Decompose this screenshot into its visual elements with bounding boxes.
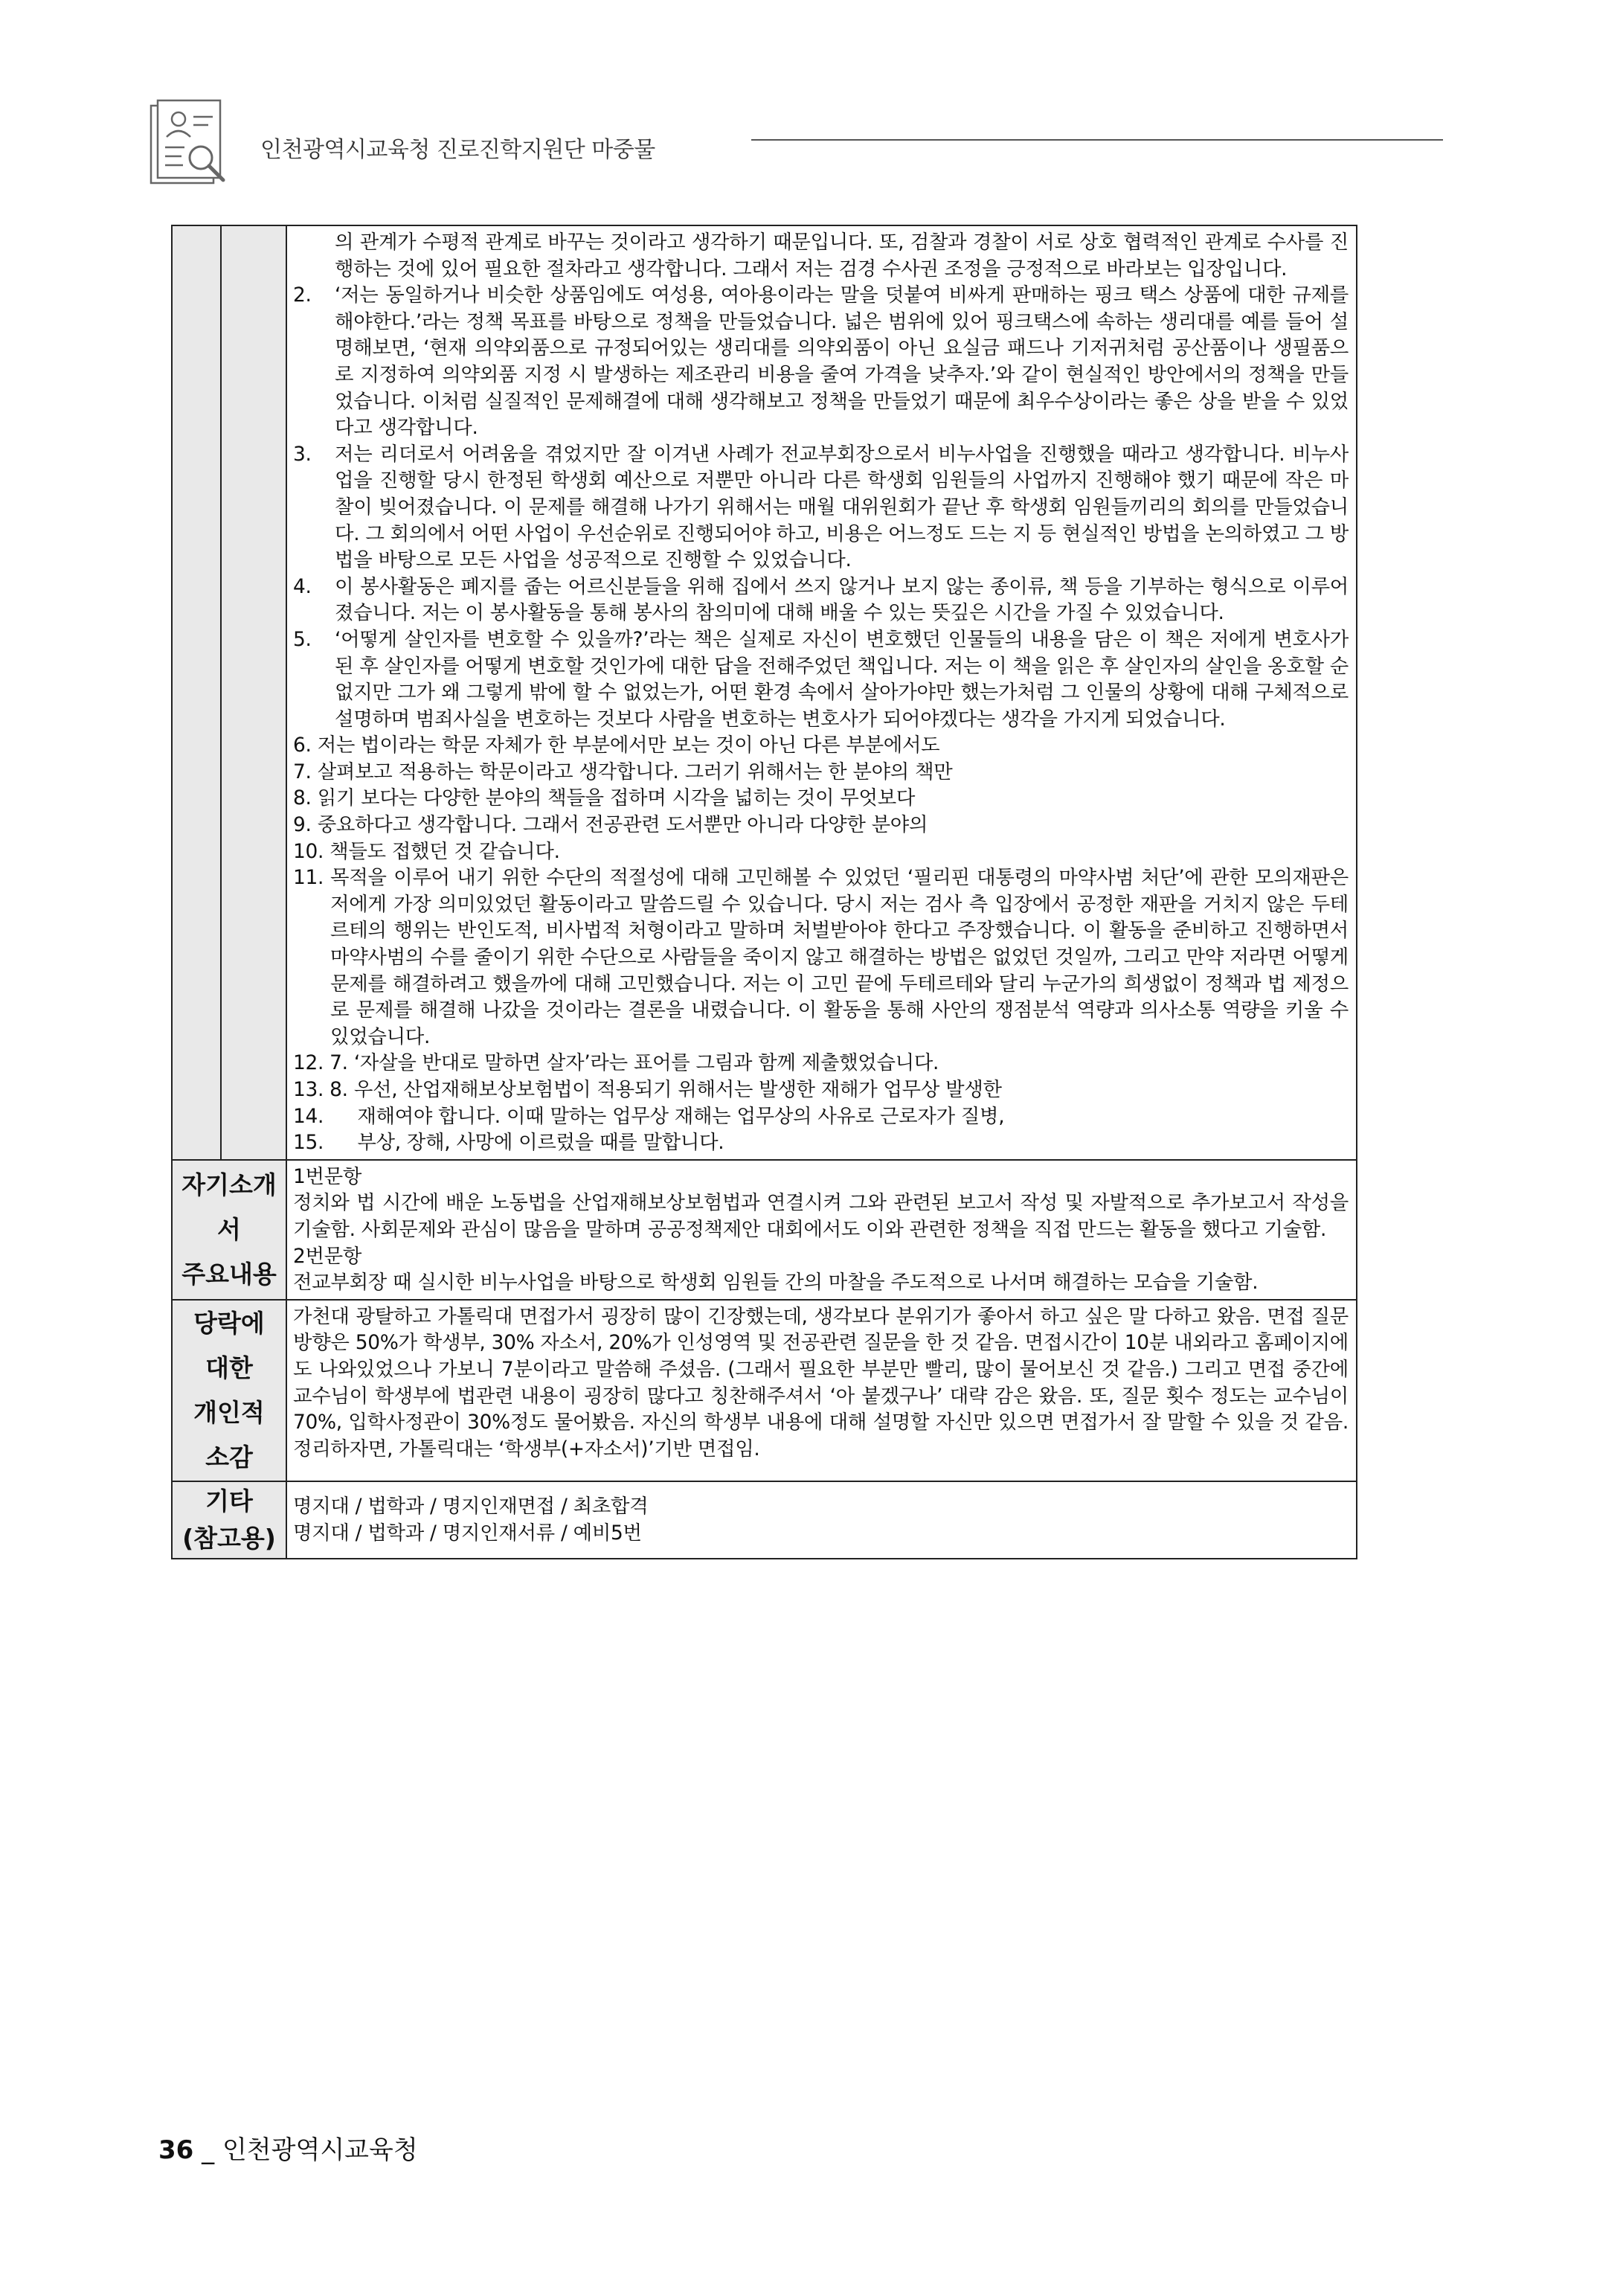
answer-line: 14. 재해여야 합니다. 이때 말하는 업무상 재해는 업무상의 사유로 근로자가 질병,: [293, 1104, 1005, 1128]
opinion-content: [286, 1300, 1357, 1481]
page-footer: [158, 2129, 418, 2166]
page-number: 36: [158, 2135, 194, 2165]
intro-label: 자기소개 서 주요내용: [172, 1160, 286, 1300]
career-search-logo-icon: [149, 98, 231, 186]
q2-title: 2번문항: [293, 1244, 362, 1268]
intro-row: [172, 1160, 1357, 1300]
q1-title: 1번문항: [293, 1164, 362, 1188]
answers-label-cell-a: [172, 225, 221, 1160]
answer-line: 10. 책들도 접했던 것 같습니다.: [293, 839, 560, 863]
answer-item: 11. 목적을 이루어 내기 위한 수단의 적절성에 대해 고민해볼 수 있었던 ‘필리핀 대통령의 마약사범 처단’에 관한 모의재판은 저에게 가장 의미있었던 활동이라고 말씀드릴 수 있습니다. 당시 저는 검사 측 입장에서 공정한 재판을 거치지 않은 두테르테의 행위는 반인도적, 비사법적 처형이라고 말하며 처벌받아야 한다고 주장했습니다. 이 활동을 준비하고 진행하면서 마약사범의 수를 줄이기 위한 수단으로 사람들을 죽이지 않고 해결하는 방법은 없었던 것일까, 그리고 만약 저라면 어떻게 문제를 해결하려고 했을까에 대해 고민했습니다. 저는 이 고민 끝에 두테르테와 달리 누군가의 희생없이 정책과 법 제정으로 문제를 해결해 나갔을 것이라는 결론을 내렸습니다. 이 활동을 통해 사안의 쟁점분석 역량과 의사소통 역량을 키울 수 있었습니다.: [293, 866, 1349, 1048]
page-header: [149, 98, 1450, 195]
answer-item: 4. 이 봉사활동은 폐지를 줍는 어르신분들을 위해 집에서 쓰지 않거나 보지 않는 종이류, 책 등을 기부하는 형식으로 이루어졌습니다. 저는 이 봉사활동을 통해 봉사의 참의미에 대해 배울 수 있는 뜻깊은 시간을 가질 수 있었습니다.: [293, 574, 1349, 625]
answer-continuation: 의 관계가 수평적 관계로 바꾸는 것이라고 생각하기 때문입니다. 또, 검찰과 경찰이 서로 상호 협력적인 관계로 수사를 진행하는 것에 있어 필요한 절차라고 생각합니다. 그래서 저는 검경 수사권 조정을 긍정적으로 바라보는 입장입니다.: [335, 231, 1349, 280]
answer-line: 7. 살펴보고 적용하는 학문이라고 생각합니다. 그러기 위해서는 한 분야의 책만: [293, 760, 953, 783]
opinion-label: 당락에 대한 개인적 소감: [172, 1300, 286, 1481]
answers-row: [172, 225, 1357, 1160]
answer-line: 8. 읽기 보다는 다양한 분야의 책들을 접하며 시각을 넓히는 것이 무엇보다: [293, 786, 916, 810]
answer-line: 13. 8. 우선, 산업재해보상보험법이 적용되기 위해서는 발생한 재해가 업무상 발생한: [293, 1078, 1002, 1101]
etc-label: 기타 (참고용): [172, 1481, 286, 1559]
header-title: 인천광역시교육청 진로진학지원단 마중물: [260, 137, 655, 163]
answers-content: [286, 225, 1357, 1160]
answer-item: 3. 저는 리더로서 어려움을 겪었지만 잘 이겨낸 사례가 전교부회장으로서 비누사업을 진행했을 때라고 생각합니다. 비누사업을 진행할 당시 한정된 학생회 예산으로 저뿐만 아니라 다른 학생회 임원들의 사업까지 진행해야 했기 때문에 작은 마찰이 빚어졌습니다. 이 문제를 해결해 나가기 위해서는 매월 대위원회가 끝난 후 학생회 임원들끼리의 회의를 만들었습니다. 그 회의에서 어떤 사업이 우선순위로 진행되어야 하고, 비용은 어느정도 드는 지 등 현실적인 방법을 논의하였고 그 방법을 바탕으로 모든 사업을 성공적으로 진행할 수 있었습니다.: [293, 442, 1349, 572]
opinion-text: 가천대 광탈하고 가톨릭대 면접가서 굉장히 많이 긴장했는데, 생각보다 분위기가 좋아서 하고 싶은 말 다하고 왔음. 면접 질문 방향은 50%가 학생부, 30% 자소서, 20%가 인성영역 및 전공관련 질문을 한 것 같음. 면접시간이 10분 내외라고 홈페이지에도 나와있었으나 가보니 7분이라고 말씀해 주셨음. (그래서 필요한 부분만 빨리, 많이 물어보신 것 같음.) 그리고 면접 중간에 교수님이 학생부에 법관련 내용이 굉장히 많다고 칭찬해주셔서 ‘아 붙겠구나’ 대략 감은 왔음. 또, 질문 횟수 정도는 교수님이 70%, 입학사정관이 30%정도 물어봤음. 자신의 학생부 내용에 대해 설명할 자신만 있으면 면접가서 잘 말할 수 있을 것 같음. 정리하자면, 가톨릭대는 ‘학생부(+자소서)’기반 면접임.: [293, 1304, 1349, 1460]
answer-line: 12. 7. ‘자살을 반대로 말하면 살자’라는 표어를 그림과 함께 제출했었습니다.: [293, 1051, 939, 1075]
answer-line: 6. 저는 법이라는 학문 자체가 한 부분에서만 보는 것이 아닌 다른 부분에서도: [293, 734, 940, 757]
q1-text: 정치와 법 시간에 배운 노동법을 산업재해보상보험법과 연결시켜 그와 관련된 보고서 작성 및 자발적으로 추가보고서 작성을 기술함. 사회문제와 관심이 많음을 말하며 공공정책제안 대회에서도 이와 관련한 정책을 직접 만드는 활동을 했다고 기술함.: [293, 1191, 1349, 1241]
etc-content: [286, 1481, 1357, 1559]
answer-line: 9. 중요하다고 생각합니다. 그래서 전공관련 도서뿐만 아니라 다양한 분야의: [293, 813, 928, 837]
answer-line: 15. 부상, 장해, 사망에 이르렀을 때를 말합니다.: [293, 1131, 724, 1155]
header-rule: [751, 139, 1443, 141]
etc-row: [172, 1481, 1357, 1559]
q2-text: 전교부회장 때 실시한 비누사업을 바탕으로 학생회 임원들 간의 마찰을 주도적으로 나서며 해결하는 모습을 기술함.: [293, 1271, 1259, 1295]
opinion-row: [172, 1300, 1357, 1481]
answer-item: 2. ‘저는 동일하거나 비슷한 상품임에도 여성용, 여아용이라는 말을 덧붙여 비싸게 판매하는 핑크 택스 상품에 대한 규제를 해야한다.’라는 정책 목표를 바탕으로 정책을 만들었습니다. 넓은 범위에 있어 핑크택스에 속하는 생리대를 예를 들어 설명해보면, ‘현재 의약외품으로 규정되어있는 생리대를 의약외품이 아닌 요실금 패드나 기저귀처럼 공산품이나 생필품으로 지정하여 의약외품 지정 시 발생하는 제조관리 비용을 줄여 가격을 낮추자.’와 같이 현실적인 방안에서의 정책을 만들었습니다. 이처럼 실질적인 문제해결에 대해 생각해보고 정책을 만들었기 때문에 최우수상이라는 좋은 상을 받을 수 있었다고 생각합니다.: [293, 283, 1349, 440]
footer-separator: _: [202, 2135, 215, 2165]
review-table: [171, 225, 1357, 1559]
answer-item: 5. ‘어떻게 살인자를 변호할 수 있을까?’라는 책은 실제로 자신이 변호했던 인물들의 내용을 담은 이 책은 저에게 변호사가 된 후 살인자를 어떻게 변호할 것인가에 대한 답을 전해주었던 책입니다. 저는 이 책을 읽은 후 살인자의 살인을 옹호할 순 없지만 그가 왜 그렇게 밖에 할 수 없었는가, 어떤 환경 속에서 살아가야만 했는가처럼 그 인물의 상황에 대해 구체적으로 설명하며 범죄사실을 변호하는 것보다 사람을 변호하는 변호사가 되어야겠다는 생각을 가지게 되었습니다.: [293, 627, 1349, 731]
etc-result-line: 명지대 / 법학과 / 명지인재서류 / 예비5번: [293, 1521, 642, 1545]
intro-content: [286, 1160, 1357, 1300]
answers-label-cell-b: [221, 225, 286, 1160]
footer-org: 인천광역시교육청: [222, 2135, 418, 2165]
etc-result-line: 명지대 / 법학과 / 명지인재면접 / 최초합격: [293, 1495, 649, 1519]
